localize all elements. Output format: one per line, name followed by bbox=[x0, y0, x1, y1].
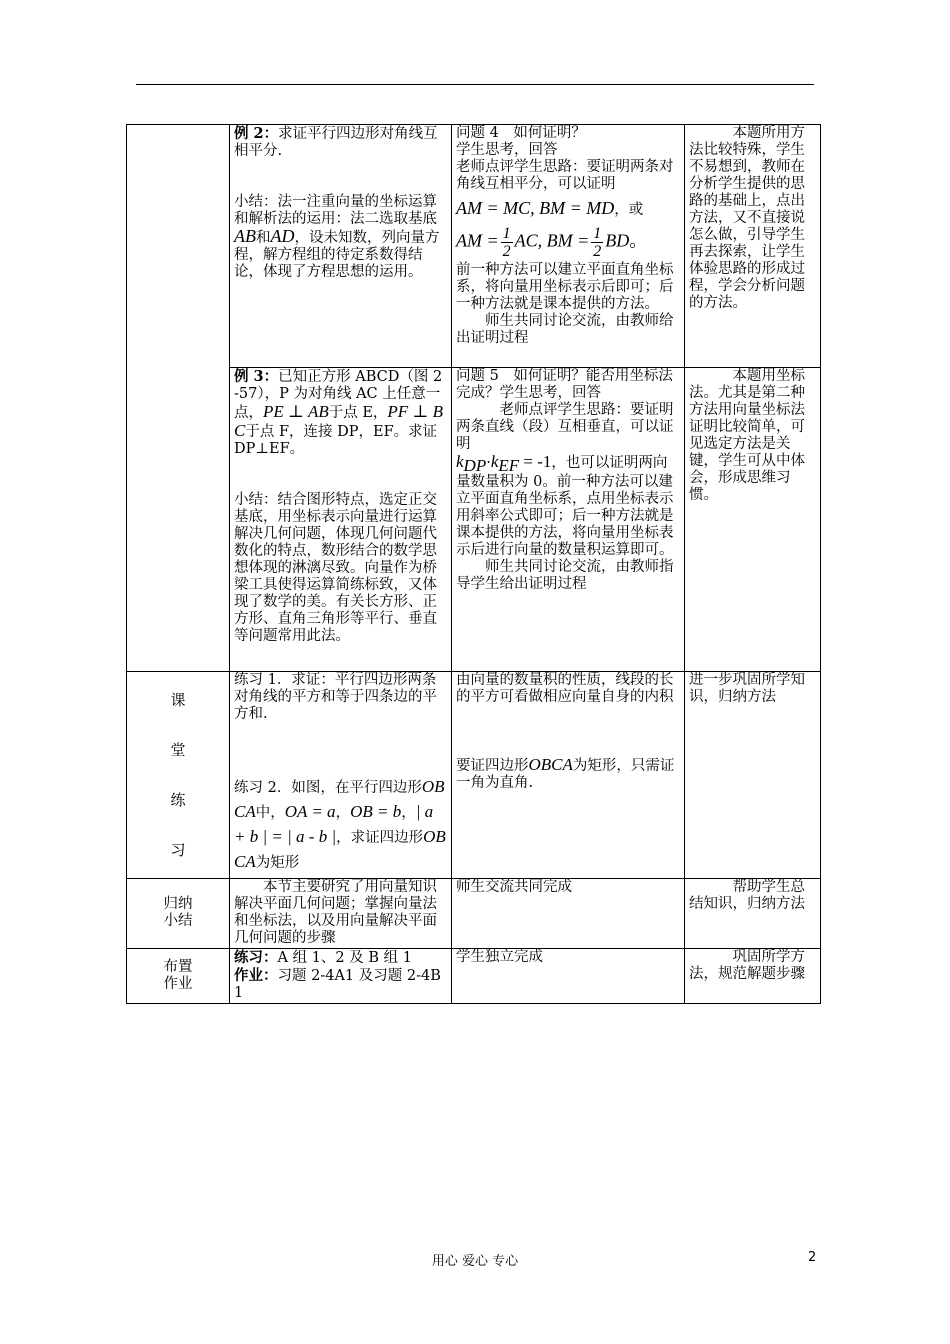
footer-text: 用心 爱心 专心 bbox=[431, 1254, 519, 1269]
row-example-2 bbox=[127, 125, 821, 368]
example-3-content bbox=[230, 368, 452, 672]
summary-intent: 帮助学生总结知识，归纳方法 bbox=[685, 879, 821, 949]
teacher-comment: 老师点评学生思路：要证明两条对角线互相平分，可以证明 bbox=[456, 159, 674, 192]
practice-content bbox=[230, 672, 452, 879]
slope-equation: $k_{DP}\cdot k_{EF} = -1$，也可以证明两向量数量积为 0。前一种方法可以建立平面直角坐标系，点用坐标表示用斜率公式即可；后一种方法就是课本提供的方法，将向量用坐标表示后进行向量的数量积运算即可。 bbox=[456, 452, 674, 558]
equation-2: AM = $\frac{1}{2}$ AC, BM = $\frac{1}{2}$ BD。 bbox=[456, 225, 648, 260]
fraction-half: $\frac{1}{2}$ bbox=[502, 225, 511, 260]
vector-ab: AB bbox=[234, 226, 256, 246]
practice-intent: 进一步巩固所学知识，归纳方法 bbox=[685, 672, 821, 879]
method-description: 前一种方法可以建立平面直角坐标系，将向量用坐标表示后即可；后一种方法就是课本提供的方法。 bbox=[456, 262, 674, 312]
header-rule bbox=[136, 84, 814, 85]
practice-2: 练习 2．如图，在平行四边形OBCA中，OA = a，OB = b，| a + b | = | a - b |，求证四边形OBCA为矩形 bbox=[234, 777, 446, 871]
student-response: 学生思考，回答 bbox=[456, 142, 558, 158]
row-example-3 bbox=[127, 368, 821, 672]
example-2-content bbox=[230, 125, 452, 368]
fraction-half: $\frac{1}{2}$ bbox=[593, 225, 602, 260]
row-summary bbox=[127, 879, 821, 949]
summary-content: 本节主要研究了用向量知识解决平面几何问题；掌握向量法和坐标法，以及用向量解决平面几何问题的步骤 bbox=[230, 879, 452, 949]
lesson-table bbox=[126, 124, 821, 1004]
example-2-question bbox=[452, 125, 685, 368]
discussion-note: 师生共同讨论交流，由教师给出证明过程 bbox=[456, 313, 674, 346]
row-label-summary: 归纳 小结 bbox=[127, 879, 230, 949]
summary-activity: 师生交流共同完成 bbox=[452, 879, 685, 949]
example-3-intent: 本题用坐标法。尤其是第二种方法用向量坐标法证明比较简单，可见选定方法是关键，学生可从中体会，形成思维习惯。 bbox=[685, 368, 821, 672]
row-label-empty bbox=[127, 125, 230, 672]
homework-content: 练习：A 组 1、2 及 B 组 1 作业：习题 2-4A1 及习题 2-4B1 bbox=[230, 949, 452, 1004]
example-3-summary: 小结：结合图形特点，选定正交基底，用坐标表示向量进行运算解决几何问题，体现几何问题代数化的特点，数形结合的数学思想体现的淋漓尽致。向量作为桥梁工具使得运算简练标致，又体现了数学的美。有关长方形、正方形、直角三角形等平行、垂直等问题常用此法。 bbox=[234, 492, 437, 644]
question-5-title: 问题 5 如何证明？能否用坐标法完成？学生思考，回答 bbox=[456, 368, 673, 401]
homework-activity: 学生独立完成 bbox=[452, 949, 685, 1004]
practice-1-hint: 由向量的数量积的性质，线段的长的平方可看做相应向量自身的内积 bbox=[456, 672, 674, 705]
teacher-comment: 老师点评学生思路：要证明两条直线（段）互相垂直，可以证明 bbox=[456, 402, 674, 452]
row-label-homework: 布置 作业 bbox=[127, 949, 230, 1004]
example-2-title: 例 2：求证平行四边形对角线互相平分. bbox=[234, 125, 438, 159]
homework-intent: 巩固所学方法，规范解题步骤 bbox=[685, 949, 821, 1004]
practice-hints bbox=[452, 672, 685, 879]
example-3-title: 例 3：已知正方形 ABCD（图 2-57），P 为对角线 AC 上任意一点，PE ⊥ AB于点 E，PF ⊥ BC于点 F，连接 DP，EF。求证 DP⊥EF。 bbox=[234, 368, 444, 457]
discussion-note: 师生共同讨论交流，由教师指导学生给出证明过程 bbox=[456, 558, 674, 592]
question-4-title: 问题 4 如何证明？ bbox=[456, 125, 586, 141]
page-number: 2 bbox=[808, 1250, 817, 1265]
practice-2-hint: 要证四边形OBCA为矩形，只需证一角为直角. bbox=[456, 755, 675, 791]
vector-ad: AD bbox=[270, 226, 295, 246]
row-practice bbox=[127, 672, 821, 879]
example-3-question bbox=[452, 368, 685, 672]
practice-1: 练习 1．求证：平行四边形两条对角线的平方和等于四条边的平方和. bbox=[234, 672, 437, 722]
row-label-practice: 课 堂 练 习 bbox=[127, 672, 230, 879]
example-2-summary: 小结：法一注重向量的坐标运算和解析法的运用：法二选取基底AB和AD，设未知数，列向量方程，解方程组的待定系数得结论，体现了方程思想的运用。 bbox=[234, 194, 440, 280]
equation-1: AM = MC, BM = MD，或 bbox=[456, 198, 644, 218]
row-homework bbox=[127, 949, 821, 1004]
example-2-intent: 本题所用方法比较特殊，学生不易想到，教师在分析学生提供的思路的基础上，点出方法，又不直接说怎么做，引导学生再去探索，让学生体验思路的形成过程，学会分析问题的方法。 bbox=[685, 125, 821, 368]
